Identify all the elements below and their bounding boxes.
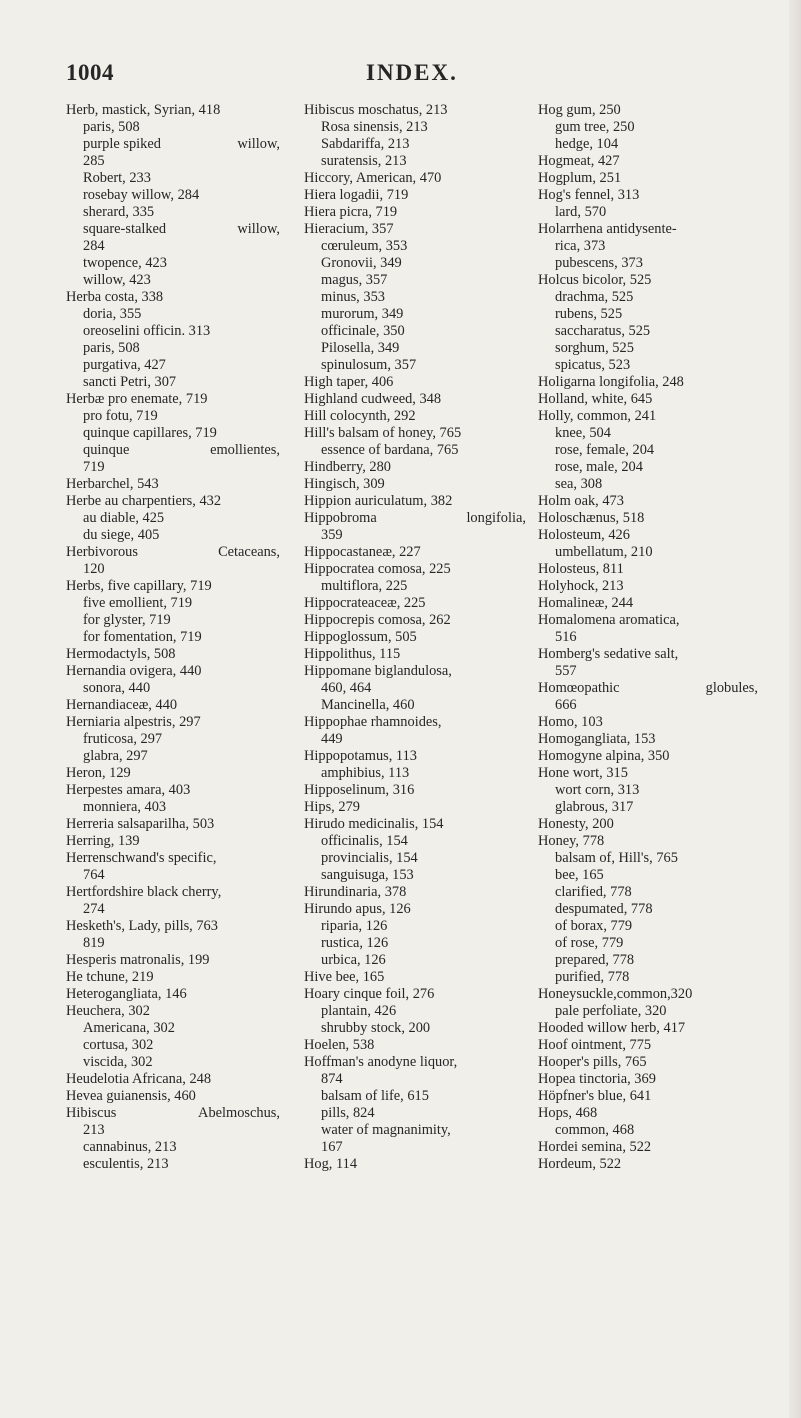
index-entry-continuation: 213 <box>83 1122 105 1138</box>
index-subentry: spicatus, 523 <box>555 357 631 373</box>
index-entry: Hippoglossum, 505 <box>304 629 417 645</box>
index-entry: Hill's balsam of honey, 765 <box>304 425 462 441</box>
index-entry: Hingisch, 309 <box>304 476 385 492</box>
index-subentry: wort corn, 313 <box>555 782 640 798</box>
index-subentry: officinalis, 154 <box>321 833 408 849</box>
index-entry: Hippocrepis comosa, 262 <box>304 612 451 628</box>
index-entry: Holoschænus, 518 <box>538 510 645 526</box>
index-subentry: rosebay willow, 284 <box>83 187 200 203</box>
index-subentry: for glyster, 719 <box>83 612 171 628</box>
index-entry: Honey, 778 <box>538 833 605 849</box>
index-subentry: of rose, 779 <box>555 935 624 951</box>
index-subentry: officinale, 350 <box>321 323 405 339</box>
index-entry: Hippomane biglandulosa, <box>304 663 452 679</box>
index-entry: He tchune, 219 <box>66 969 154 985</box>
index-subentry: Sabdariffa, 213 <box>321 136 410 152</box>
index-entry: Herbarchel, 543 <box>66 476 159 492</box>
index-entry: Hive bee, 165 <box>304 969 385 985</box>
index-entry-continuation: 819 <box>83 935 105 951</box>
index-subentry: clarified, 778 <box>555 884 632 900</box>
index-entry: Homalineæ, 244 <box>538 595 634 611</box>
index-subentry: oreoselini officin. 313 <box>83 323 211 339</box>
index-subentry: rose, male, 204 <box>555 459 643 475</box>
index-entry: Hipposelinum, 316 <box>304 782 415 798</box>
index-entry: Homalomena aromatica, <box>538 612 680 628</box>
index-entry: Homogangliata, 153 <box>538 731 656 747</box>
index-subentry: murorum, 349 <box>321 306 404 322</box>
index-subentry: paris, 508 <box>83 119 140 135</box>
index-subentry: urbica, 126 <box>321 952 386 968</box>
index-entry: Hone wort, 315 <box>538 765 628 781</box>
index-subentry: paris, 508 <box>83 340 140 356</box>
index-entry: Hibiscus moschatus, 213 <box>304 102 448 118</box>
index-subentry: for fomentation, 719 <box>83 629 202 645</box>
index-entry-continuation: 274 <box>83 901 105 917</box>
index-entry: Hill colocynth, 292 <box>304 408 416 424</box>
index-entry <box>66 544 280 561</box>
index-entry-part: emollientes, <box>210 442 280 458</box>
index-entry: Honeysuckle,common,320 <box>538 986 693 1002</box>
index-entry: Herb, mastick, Syrian, 418 <box>66 102 221 118</box>
index-subentry: rubens, 525 <box>555 306 623 322</box>
index-entry: Höpfner's blue, 641 <box>538 1088 652 1104</box>
index-subentry: fruticosa, 297 <box>83 731 163 747</box>
index-entry: Hippion auriculatum, 382 <box>304 493 453 509</box>
index-subentry: glabrous, 317 <box>555 799 634 815</box>
index-entry: Hertfordshire black cherry, <box>66 884 222 900</box>
index-entry: Hippophae rhamnoides, <box>304 714 442 730</box>
index-entry-part: Homœopathic <box>538 680 620 696</box>
index-entry: Highland cudweed, 348 <box>304 391 442 407</box>
index-subentry: Mancinella, 460 <box>321 697 415 713</box>
index-subentry: sea, 308 <box>555 476 603 492</box>
index-subentry: magus, 357 <box>321 272 388 288</box>
index-entry: Holly, common, 241 <box>538 408 657 424</box>
index-entry: Hippopotamus, 113 <box>304 748 417 764</box>
index-column-1 <box>66 102 280 1173</box>
index-entry: Hippocratea comosa, 225 <box>304 561 451 577</box>
index-entry-part: Cetaceans, <box>218 544 280 560</box>
index-subentry: hedge, 104 <box>555 136 619 152</box>
index-entry-continuation: 557 <box>555 663 577 679</box>
index-entry: Herring, 139 <box>66 833 140 849</box>
index-subentry: of borax, 779 <box>555 918 633 934</box>
index-subentry: pills, 824 <box>321 1105 375 1121</box>
index-entry: Hog, 114 <box>304 1156 358 1172</box>
index-entry-continuation: 874 <box>321 1071 343 1087</box>
index-subentry: provincialis, 154 <box>321 850 418 866</box>
index-entry: Holarrhena antidysente- <box>538 221 677 237</box>
index-entry: Hopea tinctoria, 369 <box>538 1071 656 1087</box>
index-entry: Holyhock, 213 <box>538 578 624 594</box>
index-entry: Hips, 279 <box>304 799 360 815</box>
index-entry: Hindberry, 280 <box>304 459 391 475</box>
index-entry: Hogmeat, 427 <box>538 153 620 169</box>
index-entry: Herba costa, 338 <box>66 289 164 305</box>
index-entry: Hesperis matronalis, 199 <box>66 952 210 968</box>
page-header <box>66 60 716 96</box>
index-subentry <box>66 442 280 459</box>
index-entry: Holland, white, 645 <box>538 391 653 407</box>
index-entry: High taper, 406 <box>304 374 394 390</box>
index-subentry: shrubby stock, 200 <box>321 1020 431 1036</box>
index-entry-continuation: 167 <box>321 1139 343 1155</box>
index-column-2 <box>304 102 526 1173</box>
index-entry-continuation: 284 <box>83 238 105 254</box>
index-entry: Hiera picra, 719 <box>304 204 398 220</box>
index-entry: Homo, 103 <box>538 714 603 730</box>
index-subentry: au diable, 425 <box>83 510 165 526</box>
index-entry: Hirudo medicinalis, 154 <box>304 816 444 832</box>
index-entry <box>304 510 526 527</box>
index-entry: Hernandia ovigera, 440 <box>66 663 202 679</box>
index-subentry: Pilosella, 349 <box>321 340 400 356</box>
index-entry: Herbæ pro enemate, 719 <box>66 391 208 407</box>
index-entry: Herpestes amara, 403 <box>66 782 191 798</box>
index-column-3 <box>538 102 758 1173</box>
index-subentry: common, 468 <box>555 1122 635 1138</box>
index-entry: Hiera logadii, 719 <box>304 187 409 203</box>
index-subentry: knee, 504 <box>555 425 611 441</box>
index-subentry: amphibius, 113 <box>321 765 410 781</box>
index-subentry: five emollient, 719 <box>83 595 193 611</box>
index-entry-part: purple spiked <box>83 136 161 152</box>
index-entry: Hippolithus, 115 <box>304 646 401 662</box>
index-entry-part: longifolia, <box>466 510 526 526</box>
index-entry: Hordeum, 522 <box>538 1156 622 1172</box>
index-entry-part: Hippobroma <box>304 510 377 526</box>
index-entry-part: Abelmoschus, <box>198 1105 280 1121</box>
index-entry: Hoffman's anodyne liquor, <box>304 1054 458 1070</box>
index-subentry: drachma, 525 <box>555 289 634 305</box>
index-subentry: gum tree, 250 <box>555 119 635 135</box>
index-entry-continuation: 666 <box>555 697 577 713</box>
index-subentry: cortusa, 302 <box>83 1037 154 1053</box>
index-entry: Hirundo apus, 126 <box>304 901 411 917</box>
index-entry: Heuchera, 302 <box>66 1003 150 1019</box>
index-subentry: prepared, 778 <box>555 952 635 968</box>
index-entry-continuation: 120 <box>83 561 105 577</box>
index-entry-continuation: 285 <box>83 153 105 169</box>
index-entry: Herbe au charpentiers, 432 <box>66 493 222 509</box>
index-entry-continuation: 359 <box>321 527 343 543</box>
index-entry: Hoary cinque foil, 276 <box>304 986 435 1002</box>
index-subentry: balsam of life, 615 <box>321 1088 429 1104</box>
index-subentry: sancti Petri, 307 <box>83 374 177 390</box>
index-entry: Herniaria alpestris, 297 <box>66 714 201 730</box>
index-entry: Hooded willow herb, 417 <box>538 1020 686 1036</box>
index-subentry: spinulosum, 357 <box>321 357 417 373</box>
index-entry-continuation: 719 <box>83 459 105 475</box>
index-entry-continuation: 516 <box>555 629 577 645</box>
index-entry: Hordei semina, 522 <box>538 1139 652 1155</box>
index-entry-part: globules, <box>705 680 758 696</box>
index-entry: Hog gum, 250 <box>538 102 621 118</box>
index-subentry: plantain, 426 <box>321 1003 397 1019</box>
index-entry: Hevea guianensis, 460 <box>66 1088 196 1104</box>
index-entry-part: Hibiscus <box>66 1105 117 1121</box>
index-entry: Hops, 468 <box>538 1105 598 1121</box>
index-subentry: glabra, 297 <box>83 748 148 764</box>
index-entry-part: willow, <box>237 136 280 152</box>
index-entry: Hoelen, 538 <box>304 1037 375 1053</box>
index-entry: Herreria salsaparilha, 503 <box>66 816 215 832</box>
index-entry-part: willow, <box>237 221 280 237</box>
index-subentry: sonora, 440 <box>83 680 151 696</box>
page-edge <box>789 0 801 1418</box>
index-subentry: balsam of, Hill's, 765 <box>555 850 678 866</box>
index-subentry: sorghum, 525 <box>555 340 634 356</box>
index-entry: Hooper's pills, 765 <box>538 1054 647 1070</box>
index-entry: Herrenschwand's specific, <box>66 850 217 866</box>
index-subentry: essence of bardana, 765 <box>321 442 459 458</box>
index-subentry: monniera, 403 <box>83 799 167 815</box>
index-entry: Hippocrateaceæ, 225 <box>304 595 426 611</box>
index-subentry: multiflora, 225 <box>321 578 408 594</box>
index-entry: Hermodactyls, 508 <box>66 646 176 662</box>
index-subentry: sherard, 335 <box>83 204 155 220</box>
index-subentry: Robert, 233 <box>83 170 151 186</box>
index-entry: Hiccory, American, 470 <box>304 170 442 186</box>
index-subentry: purified, 778 <box>555 969 630 985</box>
index-entry: Herbs, five capillary, 719 <box>66 578 212 594</box>
index-entry: Homogyne alpina, 350 <box>538 748 670 764</box>
index-subentry: purgativa, 427 <box>83 357 166 373</box>
index-subentry: bee, 165 <box>555 867 604 883</box>
index-subentry: quinque capillares, 719 <box>83 425 217 441</box>
index-entry-part: Herbivorous <box>66 544 138 560</box>
index-entry: Hippocastaneæ, 227 <box>304 544 421 560</box>
index-subentry: rustica, 126 <box>321 935 389 951</box>
index-subentry: pubescens, 373 <box>555 255 643 271</box>
index-entry-continuation: 460, 464 <box>321 680 372 696</box>
index-subentry: lard, 570 <box>555 204 607 220</box>
index-subentry: pale perfoliate, 320 <box>555 1003 667 1019</box>
index-subentry: Rosa sinensis, 213 <box>321 119 428 135</box>
index-subentry: minus, 353 <box>321 289 385 305</box>
index-subentry: Americana, 302 <box>83 1020 175 1036</box>
index-subentry: saccharatus, 525 <box>555 323 651 339</box>
index-entry <box>538 680 758 697</box>
index-entry: Heterogangliata, 146 <box>66 986 187 1002</box>
index-subentry: pro fotu, 719 <box>83 408 158 424</box>
index-subentry: cannabinus, 213 <box>83 1139 177 1155</box>
index-subentry: twopence, 423 <box>83 255 167 271</box>
index-entry: Hesketh's, Lady, pills, 763 <box>66 918 218 934</box>
index-entry: Hirundinaria, 378 <box>304 884 407 900</box>
index-entry: Honesty, 200 <box>538 816 614 832</box>
index-entry-continuation: 449 <box>321 731 343 747</box>
index-entry: Heron, 129 <box>66 765 131 781</box>
page-number: 1004 <box>66 60 114 85</box>
index-subentry <box>66 221 280 238</box>
index-subentry <box>66 136 280 153</box>
index-entry: Holosteum, 426 <box>538 527 630 543</box>
index-subentry: cœruleum, 353 <box>321 238 408 254</box>
index-entry: Hernandiaceæ, 440 <box>66 697 178 713</box>
index-subentry: viscida, 302 <box>83 1054 153 1070</box>
index-entry: Hoof ointment, 775 <box>538 1037 652 1053</box>
index-subentry: du siege, 405 <box>83 527 160 543</box>
index-entry: Holigarna longifolia, 248 <box>538 374 684 390</box>
index-subentry: rose, female, 204 <box>555 442 655 458</box>
index-subentry: despumated, 778 <box>555 901 653 917</box>
index-entry-part: quinque <box>83 442 130 458</box>
index-entry: Heudelotia Africana, 248 <box>66 1071 212 1087</box>
index-entry: Holm oak, 473 <box>538 493 624 509</box>
index-entry-continuation: rica, 373 <box>555 238 606 254</box>
index-entry-continuation: 764 <box>83 867 105 883</box>
index-entry: Hieracium, 357 <box>304 221 394 237</box>
index-entry: Homberg's sedative salt, <box>538 646 679 662</box>
index-entry-part: square-stalked <box>83 221 167 237</box>
index-subentry: esculentis, 213 <box>83 1156 169 1172</box>
index-entry: Hog's fennel, 313 <box>538 187 640 203</box>
index-subentry: doria, 355 <box>83 306 142 322</box>
index-subentry: willow, 423 <box>83 272 151 288</box>
index-entry: Holcus bicolor, 525 <box>538 272 652 288</box>
index-entry <box>66 1105 280 1122</box>
index-entry: Holosteus, 811 <box>538 561 624 577</box>
index-subentry: sanguisuga, 153 <box>321 867 414 883</box>
index-subentry: riparia, 126 <box>321 918 388 934</box>
index-subentry: suratensis, 213 <box>321 153 407 169</box>
index-entry: Hogplum, 251 <box>538 170 622 186</box>
index-subentry: Gronovii, 349 <box>321 255 402 271</box>
running-title: INDEX. <box>366 60 458 85</box>
index-subentry: water of magnanimity, <box>321 1122 451 1138</box>
index-subentry: umbellatum, 210 <box>555 544 653 560</box>
